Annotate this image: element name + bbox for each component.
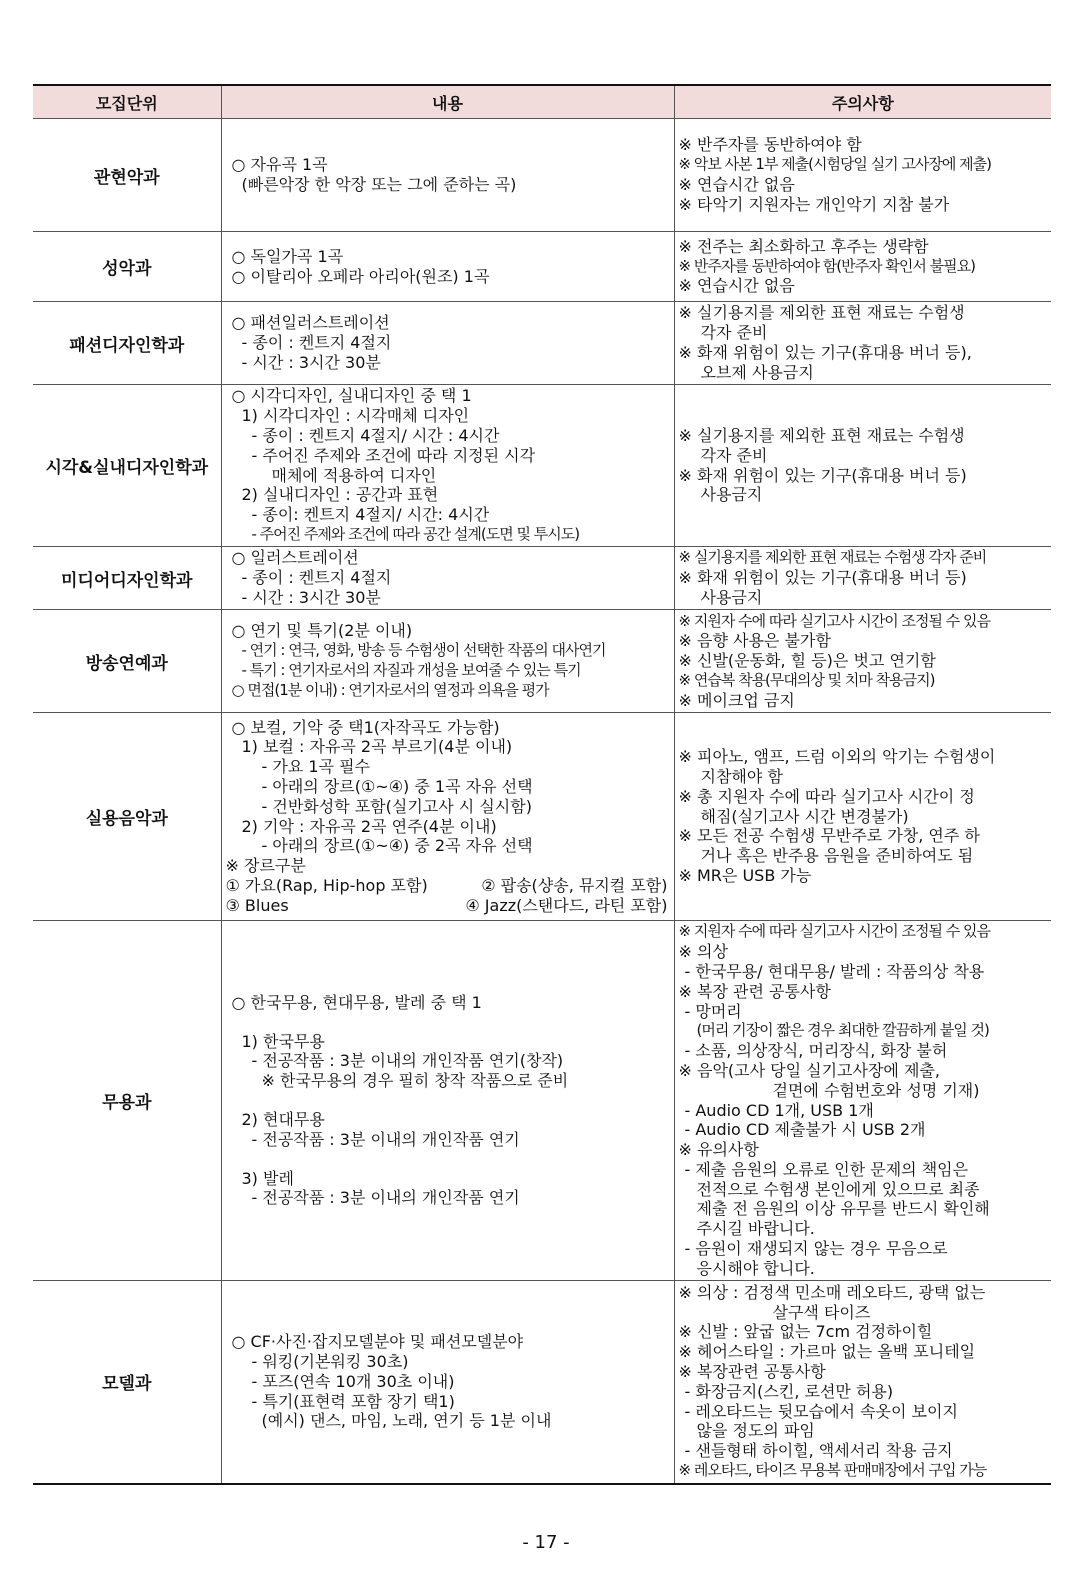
- content-line: - 워킹(기본워킹 30초): [251, 1352, 409, 1372]
- content-line: 1) 한국무용: [241, 1031, 325, 1051]
- content-line: ※ 한국무용의 경우 필히 창작 작품으로 준비: [261, 1071, 569, 1091]
- notes-cell: [674, 713, 1051, 921]
- content-line: 매체에 적용하여 디자인: [271, 465, 437, 485]
- header-unit: 모집단위: [33, 85, 221, 119]
- note-line: - 레오타드는 뒷모습에서 속옷이 보이지: [684, 1401, 958, 1421]
- content-line: - 특기 : 연기자로서의 자질과 개성을 보여줄 수 있는 특기: [241, 661, 581, 679]
- content-cell: [221, 1281, 674, 1484]
- note-line: - 제출 음원의 오류로 인한 문제의 책임은: [684, 1159, 969, 1179]
- note-line: ※ 타악기 지원자는 개인악기 지참 불가: [678, 194, 950, 214]
- note-line: ※ 화재 위험이 있는 기구(휴대용 버너 등): [678, 568, 967, 588]
- header-notes: 주의사항: [674, 85, 1051, 119]
- notes-cell: [674, 921, 1051, 1281]
- note-line: 주시길 바랍니다.: [696, 1219, 815, 1239]
- note-line: ※ 복장 관련 공통사항: [678, 981, 831, 1001]
- content-line: (예시) 댄스, 마임, 노래, 연기 등 1분 이내: [261, 1411, 552, 1431]
- note-line: ※ 실기용지를 제외한 표현 재료는 수험생: [678, 303, 965, 323]
- note-line: ※ 신발(운동화, 힐 등)은 벗고 연기함: [678, 651, 936, 671]
- note-line: - Audio CD 제출불가 시 USB 2개: [684, 1120, 926, 1140]
- content-cell: [221, 713, 674, 921]
- content-line: (빠른악장 한 악장 또는 그에 준하는 곡): [241, 175, 517, 194]
- note-line: 각자 준비: [700, 445, 768, 465]
- unit-name: 패션디자인학과: [33, 302, 221, 385]
- genre-row: [222, 876, 674, 896]
- content-line: - 전공작품 : 3분 이내의 개인작품 연기: [251, 1188, 520, 1208]
- note-line: ※ 연습시간 없음: [678, 276, 795, 296]
- note-line: ※ 모든 전공 수험생 무반주로 가창, 연주 하: [678, 826, 980, 846]
- content-line: - 전공작품 : 3분 이내의 개인작품 연기(창작): [251, 1051, 564, 1071]
- table-row: [33, 610, 1051, 713]
- note-line: ※ 화재 위험이 있는 기구(휴대용 버너 등): [678, 465, 967, 485]
- content-line: - 종이 : 켄트지 4절지/ 시간 : 4시간: [251, 425, 500, 445]
- content-line: ○ 면접(1분 이내) : 연기자로서의 열정과 의욕을 평가: [231, 680, 549, 699]
- genre-item: ③ Blues: [225, 895, 289, 915]
- table-row: [33, 232, 1051, 302]
- table-row: [33, 302, 1051, 385]
- note-line: - 소품, 의상장식, 머리장식, 화장 불허: [684, 1041, 948, 1061]
- genre-item: ④ Jazz(스탠다드, 라틴 포함): [465, 895, 668, 915]
- note-line: ※ 반주자를 동반하여야 함: [678, 135, 862, 155]
- note-line: - 한국무용/ 현대무용/ 발레 : 작품의상 착용: [684, 961, 985, 981]
- note-line: ※ 지원자 수에 따라 실기고사 시간이 조정될 수 있음: [678, 611, 991, 630]
- note-line: ※ 헤어스타일 : 가르마 없는 올백 포니테일: [678, 1342, 976, 1362]
- note-line: - 망머리: [684, 1001, 742, 1021]
- unit-name: 시각&실내디자인학과: [33, 385, 221, 547]
- content-line: - 시간 : 3시간 30분: [241, 352, 381, 372]
- content-line: - 아래의 장르(①~④) 중 1곡 자유 선택: [261, 776, 533, 796]
- note-line: 않을 정도의 파임: [696, 1421, 815, 1441]
- note-line: 제출 전 음원의 이상 유무를 반드시 확인해: [696, 1199, 990, 1219]
- note-line: 응시해야 합니다.: [696, 1258, 815, 1278]
- note-line: ※ 음악(고사 당일 실기고사장에 제출,: [678, 1060, 940, 1080]
- content-line: - 종이 : 켄트지 4절지: [241, 333, 392, 353]
- content-line: - 건반화성학 포함(실기고사 시 실시함): [261, 796, 532, 816]
- content-line: - 아래의 장르(①~④) 중 2곡 자유 선택: [261, 836, 533, 856]
- content-cell: [221, 119, 674, 232]
- header-content: 내용: [221, 85, 674, 119]
- page-number: - 17 -: [522, 1532, 570, 1553]
- note-line: - 화장금지(스킨, 로션만 허용): [684, 1381, 894, 1401]
- content-line: ○ 연기 및 특기(2분 이내): [231, 621, 413, 641]
- note-line: 전적으로 수험생 본인에게 있으므로 최종: [696, 1179, 980, 1199]
- note-line: ※ 전주는 최소화하고 후주는 생략함: [678, 236, 929, 256]
- note-line: 거나 혹은 반주용 음원을 준비하여도 됨: [700, 846, 974, 866]
- note-line: 사용금지: [700, 587, 763, 607]
- notes-cell: [674, 119, 1051, 232]
- unit-name: 실용음악과: [33, 713, 221, 921]
- note-line: ※ 복장관련 공통사항: [678, 1361, 826, 1381]
- note-line: 지참해야 함: [700, 767, 783, 786]
- admissions-table: [33, 84, 1051, 1485]
- notes-cell: [674, 302, 1051, 385]
- note-line: ※ 신발 : 앞굽 없는 7cm 검정하이힐: [678, 1322, 933, 1342]
- notes-cell: [674, 610, 1051, 713]
- unit-name: 모델과: [33, 1281, 221, 1484]
- content-line: - 주어진 주제와 조건에 따라 지정된 시각: [251, 445, 536, 465]
- content-line: 2) 기악 : 자유곡 2곡 연주(4분 이내): [241, 816, 497, 836]
- content-line: - 포즈(연속 10개 30초 이내): [251, 1371, 455, 1391]
- content-line: - 전공작품 : 3분 이내의 개인작품 연기: [251, 1129, 520, 1149]
- unit-name: 성악과: [33, 232, 221, 302]
- notes-cell: [674, 1281, 1051, 1484]
- note-line: ※ 연습복 착용(무대의상 및 치마 착용금지): [678, 670, 935, 689]
- note-line: - 음원이 재생되지 않는 경우 무음으로: [684, 1239, 948, 1259]
- content-cell: [221, 921, 674, 1281]
- note-line: - Audio CD 1개, USB 1개: [684, 1100, 874, 1120]
- content-line: ○ 보컬, 기악 중 택1(자작곡도 가능함): [231, 717, 500, 737]
- table-row: [33, 547, 1051, 610]
- note-line: ※ 지원자 수에 따라 실기고사 시간이 조정될 수 있음: [678, 922, 991, 941]
- content-line: ○ 패션일러스트레이션: [231, 313, 390, 333]
- note-line: ※ MR은 USB 가능: [678, 865, 812, 885]
- unit-name: 무용과: [33, 921, 221, 1281]
- content-line: ○ 시각디자인, 실내디자인 중 택 1: [231, 386, 472, 406]
- content-line: - 시간 : 3시간 30분: [241, 587, 381, 607]
- note-line: ※ 반주자를 동반하여야 함(반주자 확인서 불필요): [678, 256, 975, 275]
- content-line: - 종이: 켄트지 4절지/ 시간: 4시간: [251, 505, 490, 525]
- content-line: 3) 발레: [241, 1168, 294, 1188]
- content-line: ○ 일러스트레이션: [231, 548, 359, 568]
- note-line: ※ 의상 : 검정색 민소매 레오타드, 광택 없는: [678, 1282, 986, 1302]
- note-line: ※ 악보 사본 1부 제출(시험당일 실기 고사장에 제출): [678, 155, 992, 174]
- note-line: ※ 음향 사용은 불가함: [678, 631, 831, 651]
- table-row: [33, 921, 1051, 1281]
- genre-row: [222, 896, 674, 916]
- notes-cell: [674, 547, 1051, 610]
- content-line: - 종이 : 켄트지 4절지: [241, 568, 392, 588]
- note-line: 각자 준비: [700, 323, 768, 343]
- note-line: ※ 총 지원자 수에 따라 실기고사 시간이 정: [678, 786, 975, 806]
- content-cell: [221, 547, 674, 610]
- note-line: ※ 연습시간 없음: [678, 175, 795, 194]
- content-cell: [221, 610, 674, 713]
- unit-name: 미디어디자인학과: [33, 547, 221, 610]
- unit-name: 방송연예과: [33, 610, 221, 713]
- content-cell: [221, 232, 674, 302]
- content-line: - 주어진 주제와 조건에 따라 공간 설계(도면 및 투시도): [251, 524, 580, 543]
- note-line: ※ 메이크업 금지: [678, 690, 795, 710]
- content-line: 1) 시각디자인 : 시각매체 디자인: [241, 406, 470, 426]
- note-line: 오브제 사용금지: [700, 362, 814, 382]
- note-line: ※ 실기용지를 제외한 표현 재료는 수험생 각자 준비: [678, 548, 987, 567]
- table-row: [33, 713, 1051, 921]
- note-line: ※ 의상: [678, 942, 728, 962]
- content-line: 2) 실내디자인 : 공간과 표현: [241, 485, 439, 505]
- content-cell: [221, 302, 674, 385]
- note-line: ※ 피아노, 앰프, 드럼 이외의 악기는 수험생이: [678, 747, 996, 767]
- note-line: 해짐(실기고사 시간 변경불가): [700, 806, 909, 826]
- genre-item: ② 팝송(샹송, 뮤지컬 포함): [481, 875, 668, 895]
- content-line: ※ 장르구분: [225, 856, 306, 876]
- note-line: 겉면에 수험번호와 성명 기재): [772, 1080, 980, 1100]
- note-line: 사용금지: [700, 485, 763, 505]
- table-row: [33, 385, 1051, 547]
- table-row: [33, 119, 1051, 232]
- header-row: [33, 85, 1051, 119]
- content-line: 2) 현대무용: [241, 1110, 325, 1129]
- content-line: ○ 한국무용, 현대무용, 발레 중 택 1: [231, 992, 482, 1012]
- note-line: ※ 유의사항: [678, 1140, 759, 1160]
- content-line: ○ 이탈리아 오페라 아리아(원조) 1곡: [231, 266, 490, 286]
- content-line: 1) 보컬 : 자유곡 2곡 부르기(4분 이내): [241, 737, 513, 757]
- content-line: ○ 독일가곡 1곡: [231, 246, 344, 266]
- note-line: - 샌들형태 하이힐, 액세서리 착용 금지: [684, 1441, 953, 1461]
- content-line: - 연기 : 연극, 영화, 방송 등 수험생이 선택한 작품의 대사연기: [241, 641, 606, 660]
- content-line: - 특기(표현력 포함 장기 택1): [251, 1391, 455, 1411]
- notes-cell: [674, 385, 1051, 547]
- content-line: - 가요 1곡 필수: [261, 757, 370, 777]
- content-cell: [221, 385, 674, 547]
- note-line: ※ 실기용지를 제외한 표현 재료는 수험생: [678, 425, 965, 445]
- notes-cell: [674, 232, 1051, 302]
- note-line: ※ 화재 위험이 있는 기구(휴대용 버너 등),: [678, 343, 972, 362]
- note-line: 살구색 타이즈: [772, 1302, 871, 1322]
- table-row: [33, 1281, 1051, 1484]
- content-line: ○ 자유곡 1곡: [231, 155, 328, 175]
- note-line: ※ 레오타드, 타이즈 무용복 판매매장에서 구입 가능: [678, 1460, 987, 1479]
- genre-item: ① 가요(Rap, Hip-hop 포함): [225, 875, 428, 895]
- note-line: (머리 기장이 짧은 경우 최대한 깔끔하게 붙일 것): [696, 1021, 989, 1040]
- unit-name: 관현악과: [33, 119, 221, 232]
- content-line: ○ CF·사진·잡지모델분야 및 패션모델분야: [231, 1332, 524, 1352]
